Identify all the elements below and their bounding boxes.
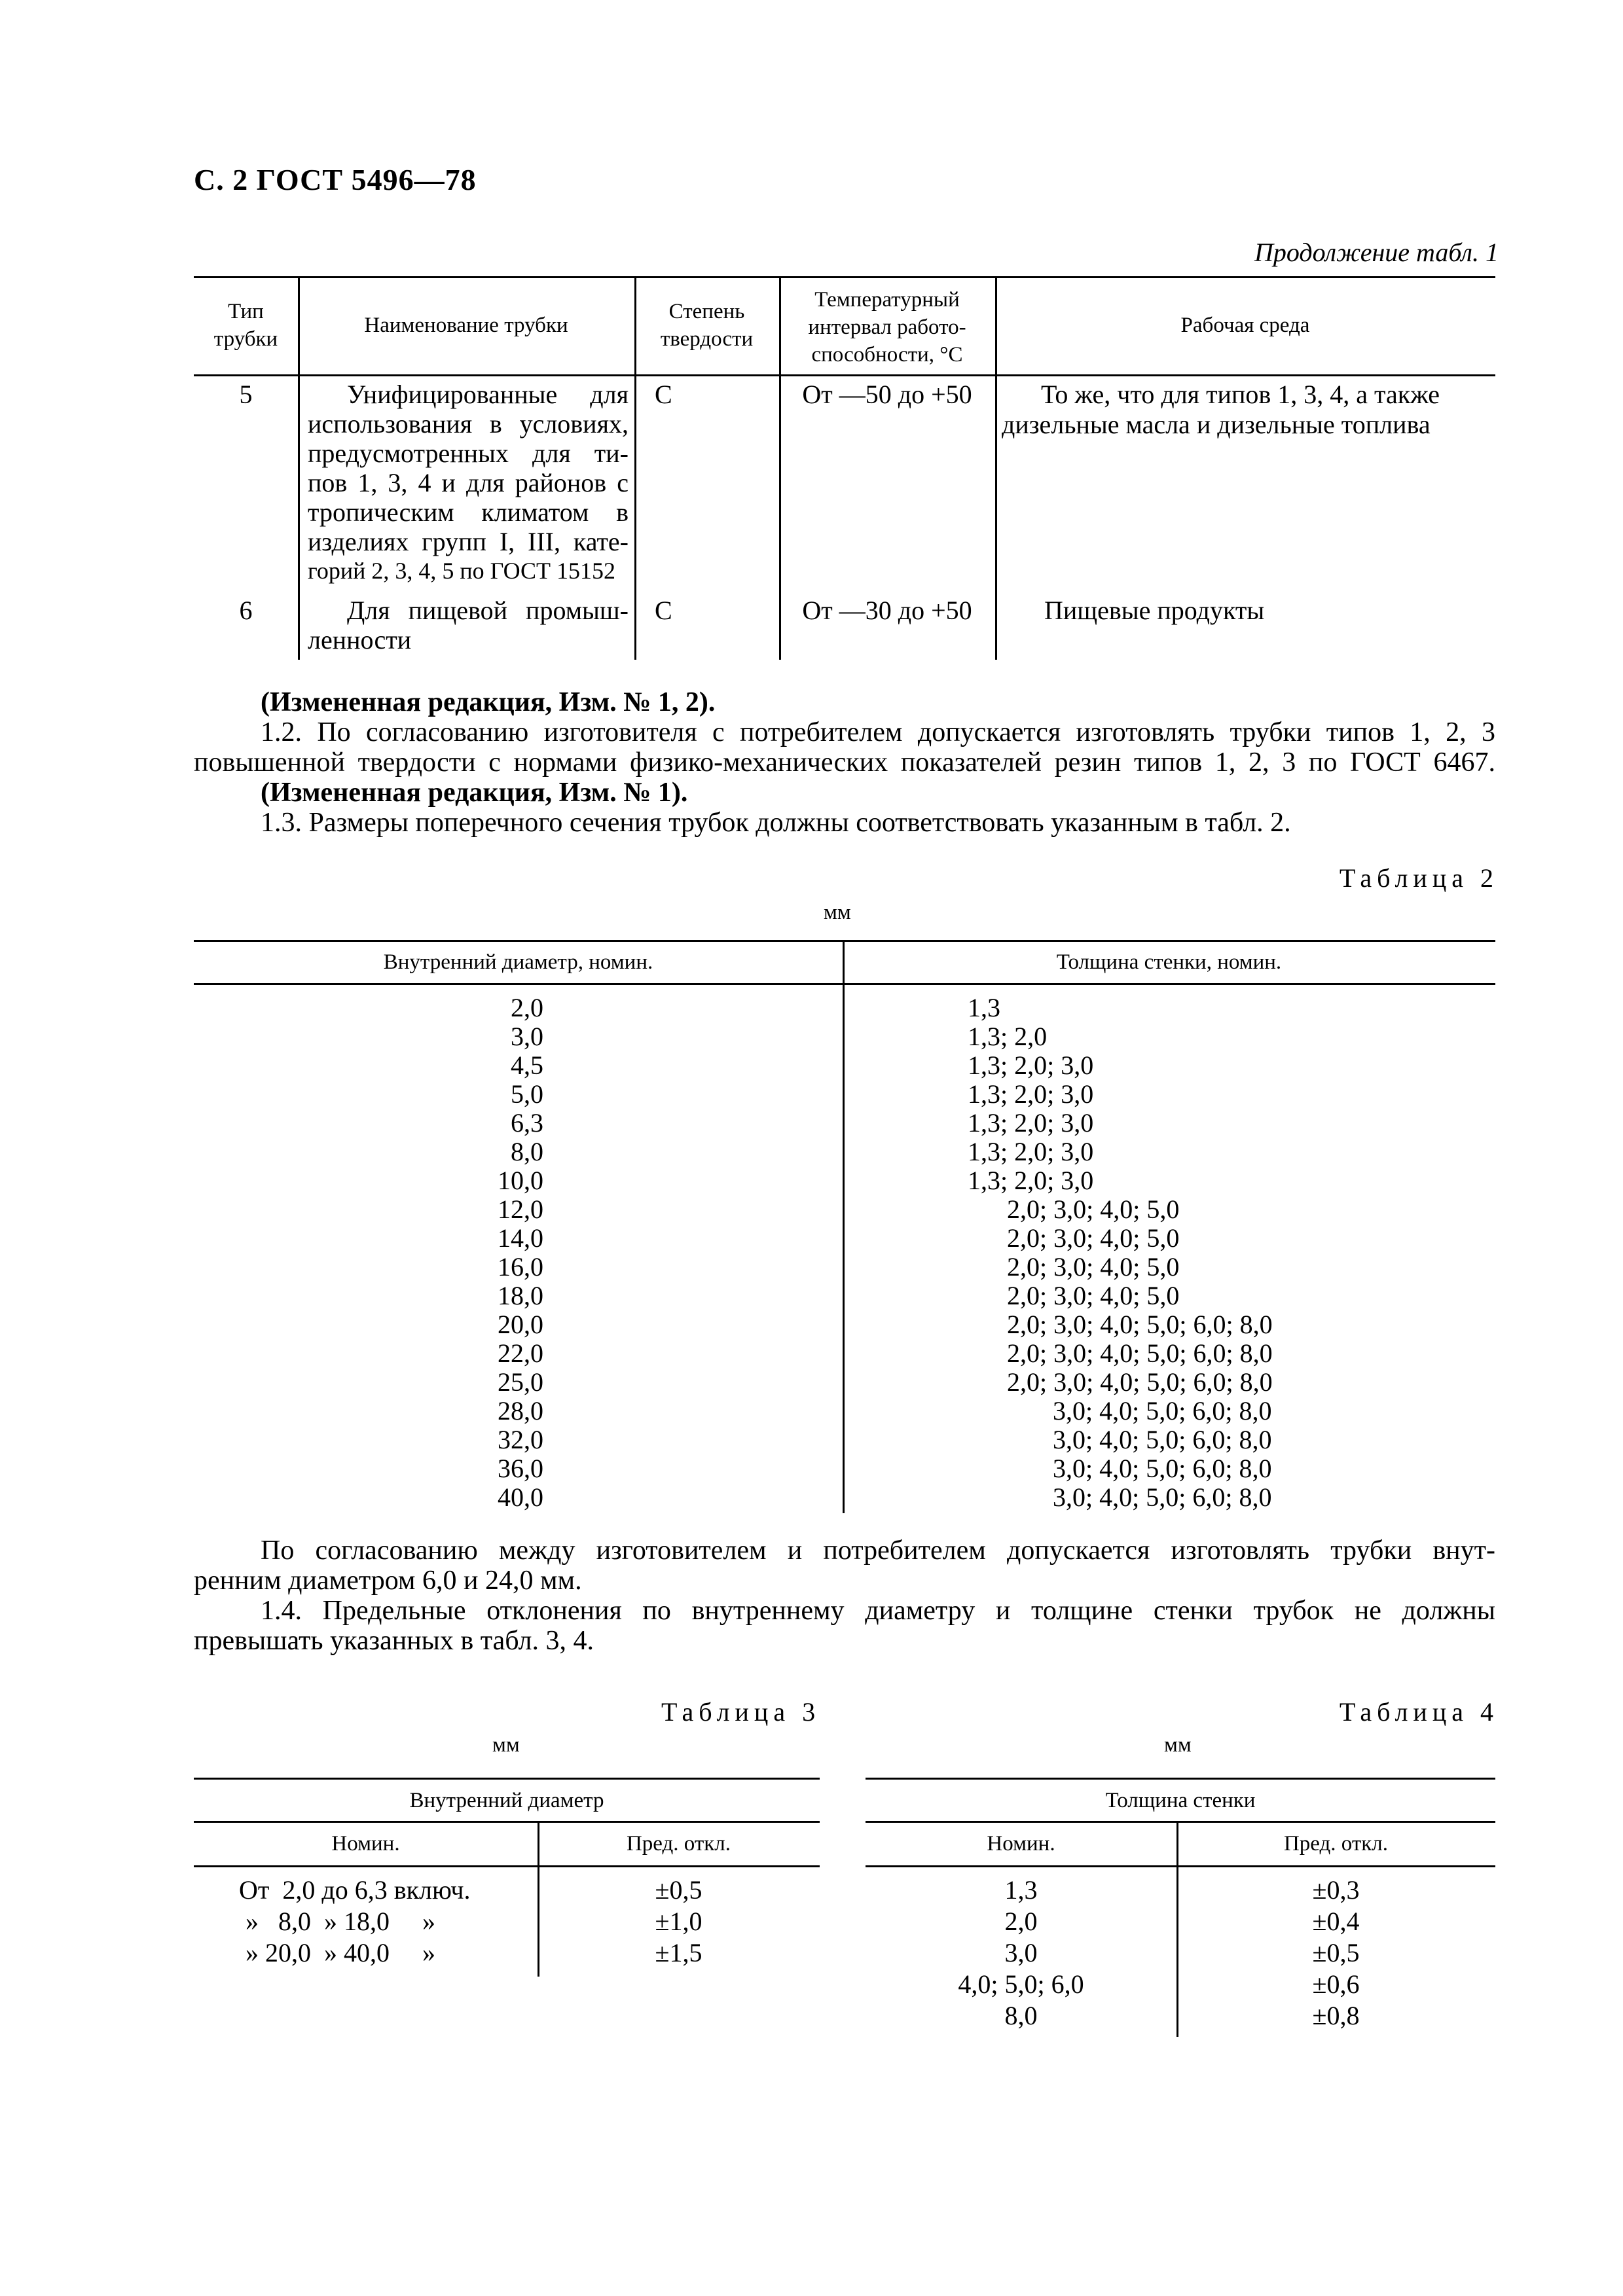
table-1-header-temp: Температурный интервал работо- способности, °С xyxy=(808,288,966,367)
table-3-group-header: Внутренний диаметр xyxy=(409,1789,604,1812)
table-2-diameter-cell: 25,0 xyxy=(498,1367,543,1397)
table-2-diameter-cell: 28,0 xyxy=(498,1396,543,1426)
paragraph-agreement: По согласованию между изготовителем и потребителем допускается изготовлять трубки внут- ренним диаметром 6,0 и 24,0 мм. xyxy=(194,1535,1495,1596)
table-3-nominal-cell: » 20,0 » 40,0 » xyxy=(239,1938,435,1967)
table-2-thickness-cell: 1,3 xyxy=(968,993,1000,1022)
table-4-nominal-cell: 4,0; 5,0; 6,0 xyxy=(958,1969,1084,1999)
table-2-thickness-cell: 2,0; 3,0; 4,0; 5,0; 6,0; 8,0 xyxy=(968,1338,1273,1368)
table-3-caption: Таблица 3 xyxy=(661,1697,821,1727)
table-4-deviation-cell: ±0,5 xyxy=(1312,1938,1360,1967)
row-name: Для пищевой промыш- ленности xyxy=(308,596,629,655)
table-2-diameter-cell: 8,0 xyxy=(511,1137,543,1166)
table-2-diameter-cell: 20,0 xyxy=(498,1310,543,1339)
table-2-diameter-cell: 22,0 xyxy=(498,1338,543,1368)
table-2-thickness-cell: 2,0; 3,0; 4,0; 5,0 xyxy=(968,1281,1180,1310)
table-2-thickness-cell: 1,3; 2,0; 3,0 xyxy=(968,1166,1094,1195)
table-3-header-deviation: Пред. откл. xyxy=(626,1832,731,1856)
table-continuation-note: Продолжение табл. 1 xyxy=(1254,238,1499,267)
table-4-nominal-cell: 1,3 xyxy=(1004,1875,1038,1905)
table-4-deviation-cell: ±0,8 xyxy=(1312,2001,1360,2030)
table-2-diameter-cell: 18,0 xyxy=(498,1281,543,1310)
row-medium: То же, что для типов 1, 3, 4, а также дизельные масла и дизельные топлива xyxy=(1002,380,1440,439)
table-3-header-nominal: Номин. xyxy=(331,1832,400,1856)
table-4-deviation-cell: ±0,4 xyxy=(1312,1907,1360,1936)
table-2-thickness-cell: 1,3; 2,0; 3,0 xyxy=(968,1050,1094,1080)
table-4-deviation-column xyxy=(1176,1874,1495,2032)
table-4-nominal-cell: 3,0 xyxy=(1004,1938,1038,1967)
table-4-nominal-cell: 2,0 xyxy=(1004,1907,1038,1936)
paragraph-1-4: 1.4. Предельные отклонения по внутреннему диаметру и толщине стенки трубок не должны превышать указанных в табл. 3, 4. xyxy=(194,1596,1495,1656)
table-3-deviation-cell: ±1,0 xyxy=(655,1907,702,1936)
table-4-deviation-cell: ±0,3 xyxy=(1312,1875,1360,1905)
table-2-diameter-cell: 32,0 xyxy=(498,1425,543,1454)
table-2-diameter-cell: 16,0 xyxy=(498,1252,543,1282)
table-2-thickness-cell: 2,0; 3,0; 4,0; 5,0 xyxy=(968,1252,1180,1282)
table-3-nominal-cell: » 8,0 » 18,0 » xyxy=(239,1907,435,1936)
amendment-note: (Измененная редакция, Изм. № 1, 2). xyxy=(261,687,716,717)
row-type: 6 xyxy=(239,596,253,625)
page-header: С. 2 ГОСТ 5496—78 xyxy=(194,163,477,196)
table-3-deviation-cell: ±1,5 xyxy=(655,1938,702,1967)
table-2-thickness-cell: 1,3; 2,0 xyxy=(968,1022,1048,1051)
table-2-thickness-cell: 3,0; 4,0; 5,0; 6,0; 8,0 xyxy=(968,1454,1272,1483)
table-3-deviation-column xyxy=(538,1874,820,1969)
table-2-diameter-cell: 14,0 xyxy=(498,1223,543,1253)
row-hardness: С xyxy=(655,596,672,625)
table-2-diameter-cell: 3,0 xyxy=(511,1022,543,1051)
table-4-group-header: Толщина стенки xyxy=(1105,1789,1256,1812)
table-4-nominal-cell: 8,0 xyxy=(1004,2001,1038,2030)
table-2-thickness-cell: 3,0; 4,0; 5,0; 6,0; 8,0 xyxy=(968,1396,1272,1426)
table-2-unit: мм xyxy=(824,901,851,924)
table-2-diameter-cell: 12,0 xyxy=(498,1194,543,1224)
row-temp: От —30 до +50 xyxy=(802,596,972,625)
table-2-diameter-column xyxy=(445,994,543,1512)
table-2-thickness-cell: 3,0; 4,0; 5,0; 6,0; 8,0 xyxy=(968,1482,1272,1512)
table-1-header-hardness: Степень твердости xyxy=(660,300,754,351)
table-3-deviation-cell: ±0,5 xyxy=(655,1875,702,1905)
table-2-thickness-cell: 2,0; 3,0; 4,0; 5,0 xyxy=(968,1194,1180,1224)
row-name: Унифицированные для использования в условиях, предусмотренных для ти- пов 1, 3, 4 и для районов с тропическим климатом в изделиях групп I, III, кате- горий 2, 3, 4, 5 по ГОСТ 15152 xyxy=(308,380,629,584)
table-2-thickness-column xyxy=(968,994,1491,1512)
table-4-unit: мм xyxy=(1164,1733,1192,1757)
row-medium: Пищевые продукты xyxy=(1044,596,1265,625)
paragraph-1-3: 1.3. Размеры поперечного сечения трубок должны соответствовать указанным в табл. 2. xyxy=(261,808,1291,838)
table-2-diameter-cell: 36,0 xyxy=(498,1454,543,1483)
table-4-nominal-column xyxy=(866,1874,1176,2032)
amendment-note: (Измененная редакция, Изм. № 1). xyxy=(261,778,688,808)
table-4-header-deviation: Пред. откл. xyxy=(1283,1832,1389,1856)
table-2-header-diameter: Внутренний диаметр, номин. xyxy=(383,950,653,974)
table-1-header-type: Тип трубки xyxy=(213,300,278,351)
row-temp: От —50 до +50 xyxy=(802,380,972,409)
table-2-thickness-cell: 2,0; 3,0; 4,0; 5,0 xyxy=(968,1223,1180,1253)
table-2-thickness-cell: 3,0; 4,0; 5,0; 6,0; 8,0 xyxy=(968,1425,1272,1454)
table-2-diameter-cell: 5,0 xyxy=(511,1079,543,1109)
table-1-header-medium: Рабочая среда xyxy=(1180,314,1310,337)
table-2-caption: Таблица 2 xyxy=(1339,863,1499,893)
table-2-diameter-cell: 6,3 xyxy=(511,1108,543,1138)
row-type: 5 xyxy=(239,380,253,409)
table-4-header-nominal: Номин. xyxy=(987,1832,1055,1856)
table-3-unit: мм xyxy=(492,1733,520,1757)
table-2-thickness-cell: 2,0; 3,0; 4,0; 5,0; 6,0; 8,0 xyxy=(968,1310,1273,1339)
table-1-header-name: Наименование трубки xyxy=(364,314,568,337)
row-hardness: С xyxy=(655,380,672,409)
table-2-diameter-cell: 2,0 xyxy=(511,993,543,1022)
table-2-thickness-cell: 1,3; 2,0; 3,0 xyxy=(968,1108,1094,1138)
table-4-caption: Таблица 4 xyxy=(1339,1697,1499,1727)
table-3-nominal-cell: От 2,0 до 6,3 включ. xyxy=(239,1875,471,1905)
table-2-diameter-cell: 40,0 xyxy=(498,1482,543,1512)
table-2-header-thickness: Толщина стенки, номин. xyxy=(1056,950,1282,974)
table-2-thickness-cell: 1,3; 2,0; 3,0 xyxy=(968,1137,1094,1166)
table-3-nominal-column xyxy=(239,1874,534,1969)
table-2-thickness-cell: 2,0; 3,0; 4,0; 5,0; 6,0; 8,0 xyxy=(968,1367,1273,1397)
table-2-diameter-cell: 4,5 xyxy=(511,1050,543,1080)
table-2-thickness-cell: 1,3; 2,0; 3,0 xyxy=(968,1079,1094,1109)
table-4-deviation-cell: ±0,6 xyxy=(1312,1969,1360,1999)
paragraph-1-2: 1.2. По согласованию изготовителя с потребителем допускается изготовлять трубки типов 1, 2, 3 повышенной твердости с нормами физико-механических показателей резин типов 1, 2, 3 по ГОСТ 6467. xyxy=(194,717,1495,778)
table-2-diameter-cell: 10,0 xyxy=(498,1166,543,1195)
